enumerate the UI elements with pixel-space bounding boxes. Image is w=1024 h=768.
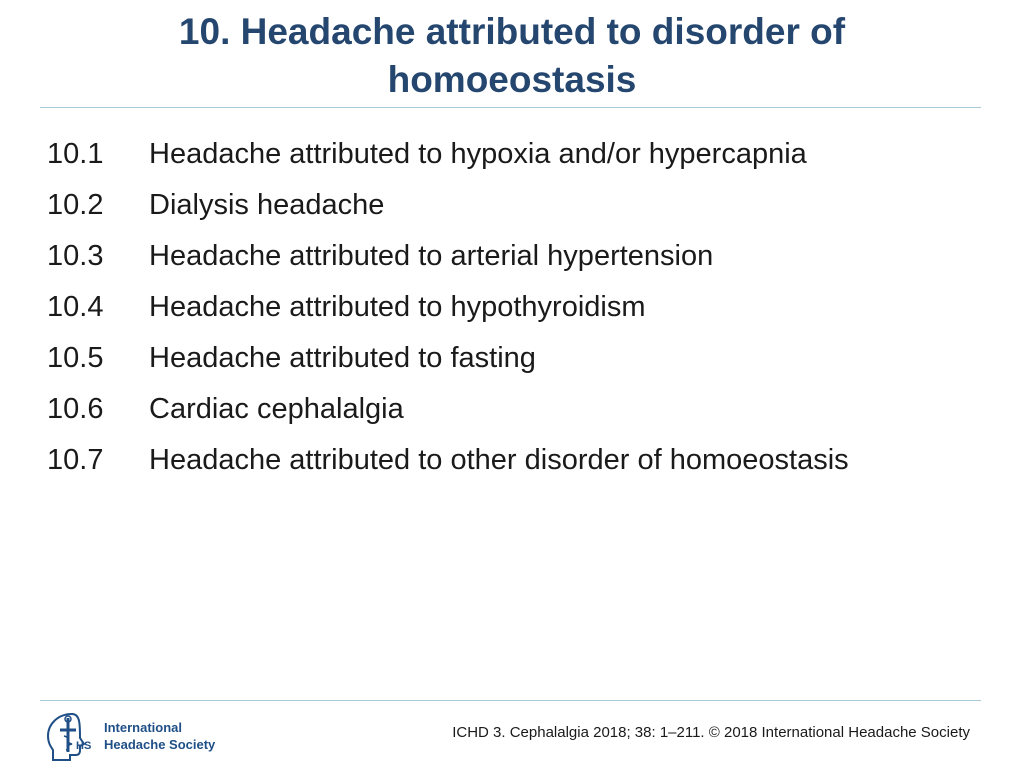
- item-code: 10.1: [47, 138, 104, 170]
- item-code: 10.2: [47, 189, 104, 221]
- item-label: Headache attributed to hypoxia and/or hypercapnia: [149, 138, 807, 170]
- logo-wordmark: [104, 719, 215, 753]
- item-label: Headache attributed to other disorder of homoeostasis: [149, 444, 849, 476]
- logo-line-1: International: [104, 720, 183, 735]
- slide-title-line-2: homoeostasis: [387, 59, 637, 100]
- svg-text:HS: HS: [76, 740, 92, 752]
- classification-list: [47, 136, 849, 493]
- item-label: Headache attributed to fasting: [149, 342, 536, 374]
- citation: ICHD 3. Cephalalgia 2018; 38: 1–211. © 2018 International Headache Society: [452, 724, 970, 741]
- list-item: [47, 391, 849, 442]
- slide-title: [40, 8, 984, 104]
- item-code: 10.6: [47, 393, 104, 425]
- footer-divider: [40, 700, 981, 701]
- list-item: [47, 187, 849, 238]
- slide-title-line-1: 10. Headache attributed to disorder of: [178, 11, 846, 52]
- list-item: [47, 136, 849, 187]
- item-label: Dialysis headache: [149, 189, 385, 221]
- item-label: Headache attributed to hypothyroidism: [149, 291, 646, 323]
- item-label: Headache attributed to arterial hypertension: [149, 240, 714, 272]
- ihs-logo: [42, 708, 215, 764]
- item-label: Cardiac cephalalgia: [149, 393, 404, 425]
- logo-line-2: Headache Society: [104, 737, 216, 752]
- item-code: 10.7: [47, 444, 104, 476]
- list-item: [47, 238, 849, 289]
- item-code: 10.3: [47, 240, 104, 272]
- list-item: [47, 340, 849, 391]
- item-code: 10.4: [47, 291, 104, 323]
- title-divider: [40, 107, 981, 108]
- list-item: [47, 442, 849, 493]
- item-code: 10.5: [47, 342, 104, 374]
- list-item: [47, 289, 849, 340]
- ihs-head-logo-icon: [42, 708, 102, 764]
